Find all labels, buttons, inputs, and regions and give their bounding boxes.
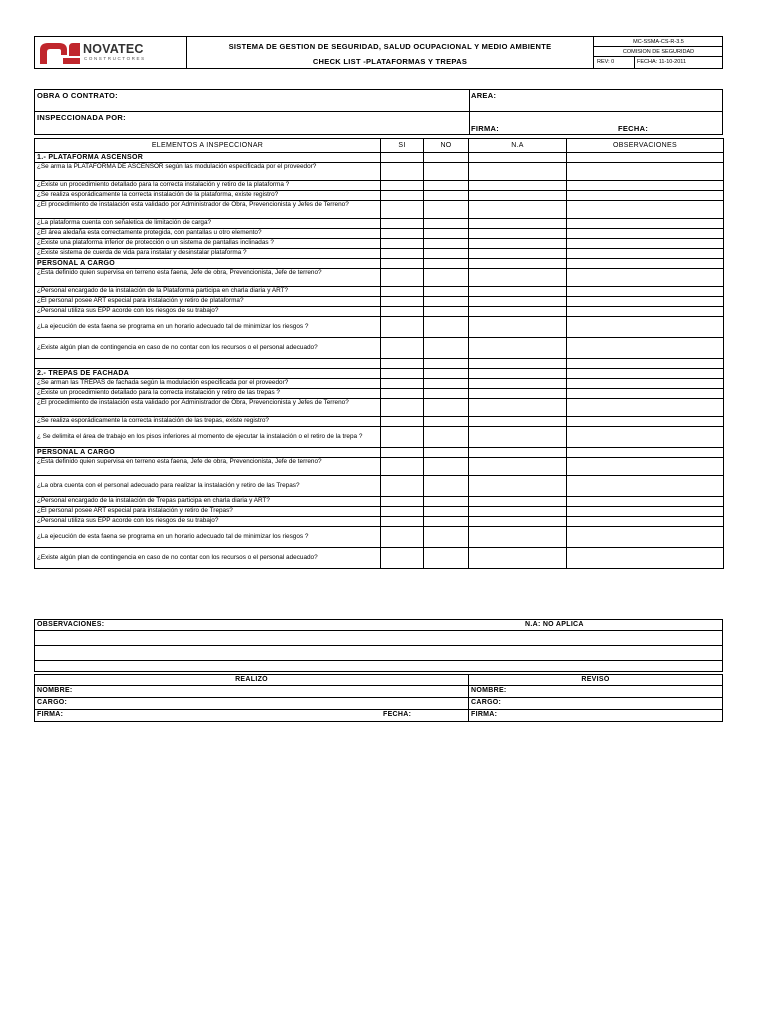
table-row [35, 338, 724, 359]
header-observaciones: OBSERVACIONES [567, 139, 724, 153]
checklist-item: ¿El procedimiento de instalación esta validado por Administrador de Obra, Prevencionista y Jefes de Terreno? [35, 201, 381, 219]
observation-cell[interactable] [567, 379, 724, 389]
company-logo [35, 37, 187, 68]
na-cell[interactable] [469, 548, 567, 569]
checklist-item: ¿Existe un procedimiento detallado para la correcta instalación y retiro de la plataforma ? [35, 181, 381, 191]
na-cell[interactable] [469, 239, 567, 249]
no-cell[interactable] [424, 297, 469, 307]
no-cell[interactable] [424, 307, 469, 317]
document-code: MC-SSMA-CS-R-3.5 [594, 37, 723, 47]
table-row [35, 476, 724, 497]
no-cell[interactable] [424, 287, 469, 297]
observation-cell[interactable] [567, 527, 724, 548]
observation-cell[interactable] [567, 229, 724, 239]
observation-cell[interactable] [567, 458, 724, 476]
checklist-item: ¿Personal utiliza sus EPP acorde con los riesgos de su trabajo? [35, 307, 381, 317]
no-cell[interactable] [424, 497, 469, 507]
si-cell[interactable] [381, 389, 424, 399]
checklist-item: ¿Se realiza esporádicamente la correcta instalación de las trepas, existe registro? [35, 417, 381, 427]
table-row [35, 297, 724, 307]
na-cell[interactable] [469, 507, 567, 517]
section-personal-a-cargo-2: PERSONAL A CARGO [35, 448, 381, 458]
table-row [35, 239, 724, 249]
na-cell[interactable] [469, 458, 567, 476]
si-cell[interactable] [381, 239, 424, 249]
observation-cell[interactable] [567, 307, 724, 317]
no-cell[interactable] [424, 399, 469, 417]
table-row [35, 427, 724, 448]
brand-name: NOVATEC [83, 42, 144, 56]
section-trepas-de-fachada: 2.- TREPAS DE FACHADA [35, 369, 381, 379]
table-row [35, 249, 724, 259]
spacer-row [35, 359, 724, 369]
na-cell[interactable] [469, 287, 567, 297]
si-cell[interactable] [381, 219, 424, 229]
na-cell[interactable] [469, 163, 567, 181]
table-row [35, 307, 724, 317]
header-na: N.A [469, 139, 567, 153]
na-cell[interactable] [469, 181, 567, 191]
obra-field[interactable]: OBRA O CONTRATO: [37, 91, 118, 100]
novatec-logo-icon [39, 41, 81, 65]
checklist-item: ¿Esta definido quien supervisa en terreno esta faena, Jefe de obra, Prevencionista, Jefe de terreno? [35, 458, 381, 476]
no-cell[interactable] [424, 417, 469, 427]
si-cell[interactable] [381, 181, 424, 191]
realizo-fecha-field[interactable]: FECHA: [383, 711, 412, 718]
checklist-item: ¿Existe algún plan de contingencia en caso de no contar con los recursos o el personal adecuado? [35, 548, 381, 569]
si-cell[interactable] [381, 517, 424, 527]
document-subtitle: CHECK LIST -PLATAFORMAS Y TREPAS [312, 57, 468, 66]
checklist-item: ¿La ejecución de esta faena se programa en un horario adecuado tal de minimizar los riesgos ? [35, 527, 381, 548]
checklist-item: ¿Personal encargado de la instalación de Trepas participa en charla diaria y ART? [35, 497, 381, 507]
observation-cell[interactable] [567, 317, 724, 338]
observation-cell[interactable] [567, 389, 724, 399]
na-cell[interactable] [469, 307, 567, 317]
inspector-field[interactable]: INSPECCIONADA POR: [37, 113, 126, 122]
signature-block [34, 674, 723, 722]
na-legend: N.A: NO APLICA [525, 621, 584, 628]
no-cell[interactable] [424, 239, 469, 249]
table-row [35, 527, 724, 548]
checklist-item: ¿El área aledaña esta correctamente protegida, con pantallas u otro elemento? [35, 229, 381, 239]
realizo-cargo-field[interactable]: CARGO: [37, 699, 68, 706]
si-cell[interactable] [381, 229, 424, 239]
table-row [35, 379, 724, 389]
checklist-item: ¿La obra cuenta con el personal adecuado para realizar la instalación y retiro de las Trepas? [35, 476, 381, 497]
revision-row [594, 57, 723, 67]
checklist-item: ¿ Se delimita el área de trabajo en los pisos inferiores al momento de ejecutar la instalación o el retiro de la trepa ? [35, 427, 381, 448]
observation-cell[interactable] [567, 517, 724, 527]
checklist-item: ¿Se realiza esporádicamente la correcta instalación de la plataforma, existe registro? [35, 191, 381, 201]
signature-field[interactable]: FIRMA: [471, 124, 500, 133]
no-cell[interactable] [424, 201, 469, 219]
revision-date: FECHA: 11-10-2011 [634, 57, 723, 68]
no-cell[interactable] [424, 379, 469, 389]
section-row [35, 153, 724, 163]
reviso-cargo-field[interactable]: CARGO: [471, 699, 502, 706]
header-si: SI [381, 139, 424, 153]
reviso-firma-field[interactable]: FIRMA: [471, 711, 498, 718]
observation-cell[interactable] [567, 548, 724, 569]
na-cell[interactable] [469, 476, 567, 497]
no-cell[interactable] [424, 548, 469, 569]
si-cell[interactable] [381, 527, 424, 548]
no-cell[interactable] [424, 269, 469, 287]
no-cell[interactable] [424, 527, 469, 548]
realizo-firma-field[interactable]: FIRMA: [37, 711, 64, 718]
observation-cell[interactable] [567, 249, 724, 259]
si-cell[interactable] [381, 297, 424, 307]
date-field[interactable]: FECHA: [618, 124, 649, 133]
table-row [35, 191, 724, 201]
table-row [35, 497, 724, 507]
si-cell[interactable] [381, 458, 424, 476]
observation-cell[interactable] [567, 476, 724, 497]
na-cell[interactable] [469, 191, 567, 201]
no-cell[interactable] [424, 427, 469, 448]
section-plataforma-ascensor: 1.- PLATAFORMA ASCENSOR [35, 153, 381, 163]
na-cell[interactable] [469, 219, 567, 229]
document-header [34, 36, 723, 69]
reviso-nombre-field[interactable]: NOMBRE: [471, 687, 507, 694]
na-cell[interactable] [469, 517, 567, 527]
table-row [35, 389, 724, 399]
observation-cell[interactable] [567, 417, 724, 427]
si-cell[interactable] [381, 317, 424, 338]
checklist-item: ¿Se arma la PLATAFORMA DE ASCENSOR según las modulación especificada por el proveedor? [35, 163, 381, 181]
table-row [35, 317, 724, 338]
si-cell[interactable] [381, 201, 424, 219]
na-cell[interactable] [469, 497, 567, 507]
checklist-item: ¿Existe un procedimiento detallado para la correcta instalación y retiro de las trepas ? [35, 389, 381, 399]
table-row [35, 548, 724, 569]
na-cell[interactable] [469, 201, 567, 219]
no-cell[interactable] [424, 507, 469, 517]
na-cell[interactable] [469, 229, 567, 239]
table-row [35, 269, 724, 287]
si-cell[interactable] [381, 191, 424, 201]
table-row [35, 181, 724, 191]
realizo-nombre-field[interactable]: NOMBRE: [37, 687, 73, 694]
table-row [35, 201, 724, 219]
si-cell[interactable] [381, 497, 424, 507]
checklist-item: ¿Personal utiliza sus EPP acorde con los riesgos de su trabajo? [35, 517, 381, 527]
checklist-item: ¿Se arman las TREPAS de fachada según la modulación especificada por el proveedor? [35, 379, 381, 389]
table-header-row [35, 139, 724, 153]
table-row [35, 399, 724, 417]
na-cell[interactable] [469, 379, 567, 389]
observations-label: OBSERVACIONES: [37, 621, 105, 628]
checklist-item: ¿El procedimiento de instalación esta validado por Administrador de Obra, Prevencionista y Jefes de Terreno? [35, 399, 381, 417]
checklist-item: ¿Esta definido quien supervisa en terreno esta faena, Jefe de obra, Prevencionista, Jefe de terreno? [35, 269, 381, 287]
observation-cell[interactable] [567, 163, 724, 181]
committee-name: COMISION DE SEGURIDAD [594, 47, 723, 57]
observations-block [34, 619, 723, 672]
na-cell[interactable] [469, 317, 567, 338]
checklist-item: ¿El personal posee ART especial para instalación y retiro de Trepas? [35, 507, 381, 517]
section-row [35, 448, 724, 458]
checklist-table [34, 138, 724, 569]
no-cell[interactable] [424, 338, 469, 359]
no-cell[interactable] [424, 181, 469, 191]
checklist-item: ¿Existe algún plan de contingencia en caso de no contar con los recursos o el personal adecuado? [35, 338, 381, 359]
observation-cell[interactable] [567, 239, 724, 249]
no-cell[interactable] [424, 317, 469, 338]
no-cell[interactable] [424, 389, 469, 399]
area-field[interactable]: AREA: [471, 91, 497, 100]
header-no: NO [424, 139, 469, 153]
checklist-item: ¿El personal posee ART especial para instalación y retiro de plataforma? [35, 297, 381, 307]
na-cell[interactable] [469, 269, 567, 287]
table-row [35, 229, 724, 239]
no-cell[interactable] [424, 219, 469, 229]
na-cell[interactable] [469, 417, 567, 427]
na-cell[interactable] [469, 527, 567, 548]
document-title: SISTEMA DE GESTION DE SEGURIDAD, SALUD OCUPACIONAL Y MEDIO AMBIENTE [228, 42, 552, 51]
si-cell[interactable] [381, 427, 424, 448]
checklist-item: ¿La ejecución de esta faena se programa en un horario adecuado tal de minimizar los riesgos ? [35, 317, 381, 338]
header-title-block [187, 37, 593, 68]
si-cell[interactable] [381, 399, 424, 417]
si-cell[interactable] [381, 476, 424, 497]
observation-cell[interactable] [567, 287, 724, 297]
na-cell[interactable] [469, 338, 567, 359]
table-row [35, 507, 724, 517]
observation-cell[interactable] [567, 507, 724, 517]
observation-cell[interactable] [567, 219, 724, 229]
observation-cell[interactable] [567, 191, 724, 201]
no-cell[interactable] [424, 517, 469, 527]
si-cell[interactable] [381, 307, 424, 317]
section-row [35, 369, 724, 379]
table-row [35, 517, 724, 527]
observation-cell[interactable] [567, 427, 724, 448]
table-row [35, 287, 724, 297]
na-cell[interactable] [469, 249, 567, 259]
observation-cell[interactable] [567, 399, 724, 417]
section-personal-a-cargo-1: PERSONAL A CARGO [35, 259, 381, 269]
section-row [35, 259, 724, 269]
realizo-heading: REALIZÓ [235, 676, 268, 683]
inspection-form [34, 89, 723, 135]
observation-cell[interactable] [567, 201, 724, 219]
checklist-item: ¿Existe una plataforma inferior de protección o un sistema de pantallas inclinadas ? [35, 239, 381, 249]
checklist-item: ¿La plataforma cuenta con señaletica de limitación de carga? [35, 219, 381, 229]
si-cell[interactable] [381, 163, 424, 181]
si-cell[interactable] [381, 338, 424, 359]
observation-cell[interactable] [567, 269, 724, 287]
table-row [35, 163, 724, 181]
reviso-heading: REVISÓ [581, 676, 610, 683]
checklist-item: ¿Existe sistema de cuerda de vida para instalar y desinstalar plataforma ? [35, 249, 381, 259]
observation-cell[interactable] [567, 181, 724, 191]
checklist-item: ¿Personal encargado de la instalación de la Plataforma participa en charla diaria y ART? [35, 287, 381, 297]
si-cell[interactable] [381, 379, 424, 389]
si-cell[interactable] [381, 548, 424, 569]
na-cell[interactable] [469, 297, 567, 307]
no-cell[interactable] [424, 458, 469, 476]
header-elementos: ELEMENTOS A INSPECCIONAR [35, 139, 381, 153]
table-row [35, 219, 724, 229]
brand-subtitle: CONSTRUCTORES [84, 56, 146, 61]
si-cell[interactable] [381, 417, 424, 427]
no-cell[interactable] [424, 191, 469, 201]
no-cell[interactable] [424, 163, 469, 181]
revision-number: REV: 0 [597, 59, 615, 65]
header-meta [593, 37, 723, 68]
na-cell[interactable] [469, 389, 567, 399]
si-cell[interactable] [381, 287, 424, 297]
si-cell[interactable] [381, 249, 424, 259]
observation-cell[interactable] [567, 497, 724, 507]
no-cell[interactable] [424, 249, 469, 259]
table-row [35, 417, 724, 427]
observation-cell[interactable] [567, 297, 724, 307]
na-cell[interactable] [469, 427, 567, 448]
si-cell[interactable] [381, 269, 424, 287]
observation-cell[interactable] [567, 338, 724, 359]
na-cell[interactable] [469, 399, 567, 417]
no-cell[interactable] [424, 476, 469, 497]
no-cell[interactable] [424, 229, 469, 239]
si-cell[interactable] [381, 507, 424, 517]
table-row [35, 458, 724, 476]
